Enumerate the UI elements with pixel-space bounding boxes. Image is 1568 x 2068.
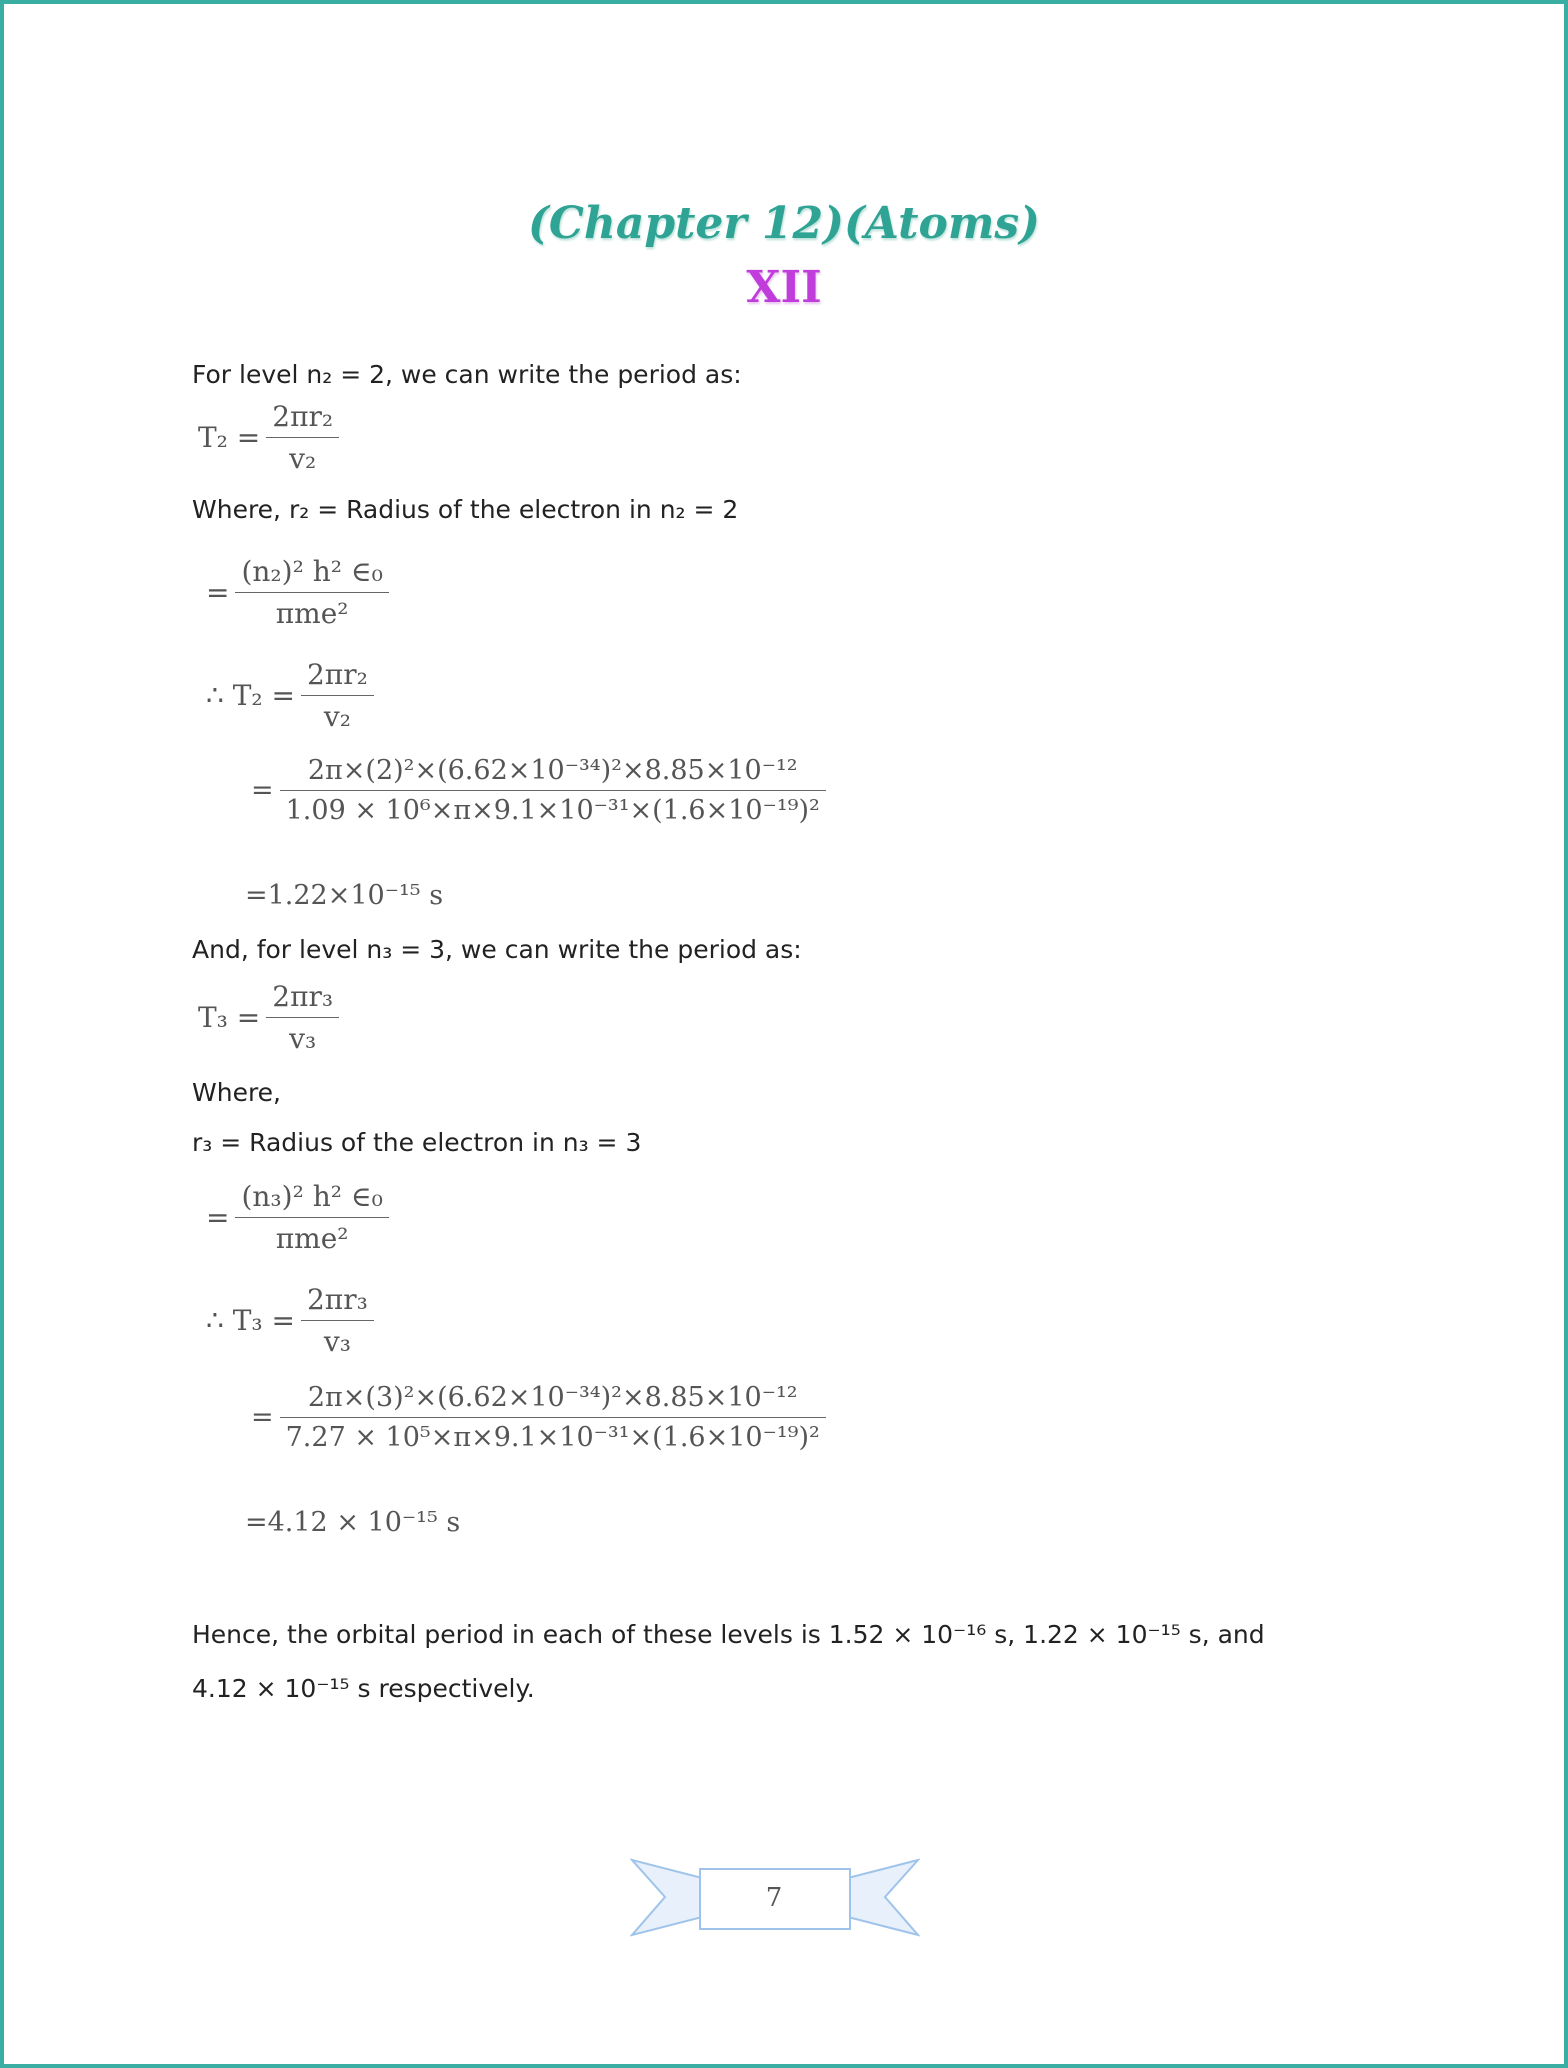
- equation-r3-radius: = $\frac{\text{(n₃)² h² ∈₀}}{\text{πme²}}$: [200, 1180, 389, 1255]
- eq-numerator: (n₃)² h² ∈₀: [241, 1180, 383, 1213]
- text-r3-definition: r₃ = Radius of the electron in n₃ = 3: [192, 1128, 642, 1157]
- text-conclusion-line1: Hence, the orbital period in each of these levels is 1.52 × 10⁻¹⁶ s, 1.22 × 10⁻¹⁵ s, and: [192, 1620, 1265, 1649]
- eq-denominator: v₃: [266, 1017, 339, 1055]
- eq-lhs: ∴ T₃ =: [206, 1304, 295, 1337]
- eq-denominator: 1.09 × 10⁶×π×9.1×10⁻³¹×(1.6×10⁻¹⁹)²: [280, 790, 826, 826]
- eq-lhs: T₃ =: [198, 1001, 261, 1034]
- eq-numerator: 2πr₂: [272, 400, 334, 433]
- equation-t2-definition: [192, 400, 339, 475]
- eq-lhs: ∴ T₂ =: [206, 679, 295, 712]
- eq-denominator: πme²: [235, 1217, 388, 1255]
- equation-t3-substitution: = $\frac{\text{2π×(3)²×(6.62×10⁻³⁴)²×8.85×10⁻¹²}}{\text{7.27 × 10⁵×π×9.1×10⁻³¹×(1.6×10⁻¹⁹)²}}$: [245, 1382, 826, 1453]
- text-where: Where,: [192, 1078, 282, 1107]
- eq-denominator: v₂: [301, 695, 374, 733]
- eq-numerator: 2πr₂: [306, 658, 368, 691]
- eq-numerator: 2π×(3)²×(6.62×10⁻³⁴)²×8.85×10⁻¹²: [307, 1382, 798, 1413]
- text-r2-definition: Where, r₂ = Radius of the electron in n₂ = 2: [192, 495, 739, 524]
- eq-numerator: 2π×(2)²×(6.62×10⁻³⁴)²×8.85×10⁻¹²: [307, 755, 798, 786]
- eq-denominator: 7.27 × 10⁵×π×9.1×10⁻³¹×(1.6×10⁻¹⁹)²: [280, 1417, 826, 1453]
- eq-denominator: πme²: [235, 592, 388, 630]
- page-number: 7: [765, 1883, 783, 1913]
- eq-lhs: T₂ =: [198, 421, 261, 454]
- equation-t3-result: =4.12 × 10⁻¹⁵ s: [245, 1507, 461, 1538]
- equation-t3-therefore: [200, 1283, 374, 1358]
- eq-denominator: v₃: [301, 1320, 374, 1358]
- eq-numerator: 2πr₃: [306, 1283, 368, 1316]
- text-n3-intro: And, for level n₃ = 3, we can write the period as:: [192, 935, 802, 964]
- equation-r2-radius: = $\frac{\text{(n₂)² h² ∈₀}}{\text{πme²}}$: [200, 555, 389, 630]
- equation-t2-substitution: = $\frac{\text{2π×(2)²×(6.62×10⁻³⁴)²×8.85×10⁻¹²}}{\text{1.09 × 10⁶×π×9.1×10⁻³¹×(1.6×10⁻¹⁹)²}}$: [245, 755, 826, 826]
- chapter-title: (Chapter 12)(Atoms): [528, 198, 1040, 249]
- eq-numerator: 2πr₃: [272, 980, 334, 1013]
- equation-t2-result: =1.22×10⁻¹⁵ s: [245, 880, 444, 911]
- equation-t3-definition: [192, 980, 339, 1055]
- class-label: XII: [746, 262, 822, 313]
- equation-t2-therefore: [200, 658, 374, 733]
- text-n2-intro: For level n₂ = 2, we can write the period as:: [192, 360, 742, 389]
- text-conclusion-line2: 4.12 × 10⁻¹⁵ s respectively.: [192, 1674, 535, 1703]
- eq-numerator: (n₂)² h² ∈₀: [241, 555, 383, 588]
- eq-denominator: v₂: [266, 437, 339, 475]
